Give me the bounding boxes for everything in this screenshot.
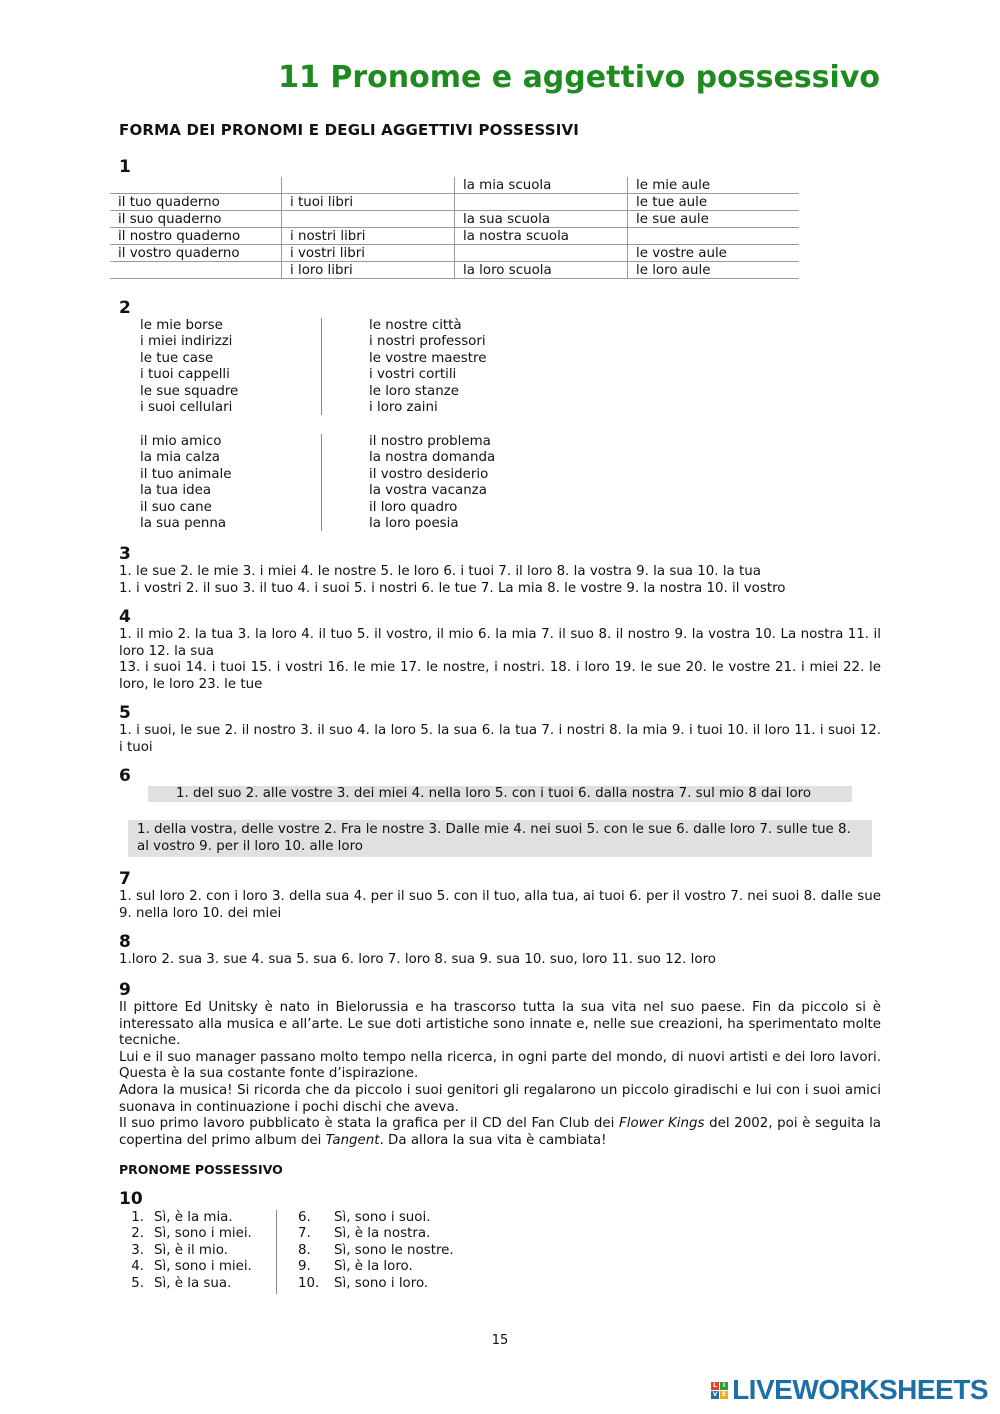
exercise-1-number: 1 [119,157,131,177]
exercise-9-number: 9 [119,980,131,1000]
table-cell: le loro aule [628,262,800,279]
list-item: i suoi cellulari [140,400,233,416]
list-item: 6. Sì, sono i suoi. [298,1210,431,1225]
table-cell: le tue aule [628,194,800,211]
list-item: i nostri professori [369,334,486,350]
table-row [110,211,799,228]
logo-icon [711,1382,728,1399]
exercise-3-number: 3 [119,544,131,564]
table-cell [455,194,628,211]
table-cell: i vostri libri [282,245,455,262]
list-item: le mie borse [140,318,223,333]
text-run: Il suo primo lavoro pubblicato è stata la grafica per il CD del Fan Club dei [119,1116,620,1132]
list-item: 3. Sì, è il mio. [131,1242,228,1258]
answer-line: 1. i vostri 2. il suo 3. il tuo 4. i suoi 5. i nostri 6. le tue 7. La mia 8. le vostre 9. la nostra 10. il vostro [119,580,786,596]
logo-tile: I [720,1382,728,1390]
exercise-10-number: 10 [119,1189,143,1209]
exercise-6-box-2: 1. della vostra, delle vostre 2. Fra le nostre 3. Dalle mie 4. nei suoi 5. con le sue 6. dalle loro 7. sulle tue 8. al vostro 9. per il loro 10. alle loro [128,820,872,857]
section-heading: FORMA DEI PRONOMI E DEGLI AGGETTIVI POSSESSIVI [119,121,580,139]
table-cell [110,262,282,279]
table-cell: le sue aule [628,211,800,228]
list-item: le loro stanze [369,383,459,399]
exercise-2-group1-right [369,318,486,416]
list-item: il loro quadro [369,499,458,515]
table-cell: i tuoi libri [282,194,455,211]
list-item: la sua penna [140,516,227,532]
list-item: il vostro desiderio [369,466,489,482]
exercise-6-box-1: 1. del suo 2. alle vostre 3. dei miei 4. nella loro 5. con i tuoi 6. dalla nostra 7. sul mio 8 dai loro [148,786,852,802]
table-cell: le mie aule [628,177,800,194]
answer-line: 1. le sue 2. le mie 3. i miei 4. le nostre 5. le loro 6. i tuoi 7. il loro 8. la vostra 9. la sua 10. la tua [119,564,761,579]
exercise-9-text [119,1000,881,1149]
logo-text: LIVEWORKSHEETS [732,1374,988,1405]
list-item: la tua idea [140,483,212,499]
logo-tile: L [711,1382,719,1390]
list-item: la nostra domanda [369,450,496,466]
list-item: 2. Sì, sono i miei. [131,1226,252,1242]
exercise-2-group1-left [140,318,238,416]
table-cell: la loro scuola [455,262,628,279]
paragraph [119,1116,881,1149]
list-item: le tue case [140,350,214,366]
table-cell [282,177,455,194]
logo-tile: E [722,1390,727,1398]
list-item: le nostre città [369,318,462,333]
page-number: 15 [491,1333,509,1348]
table-cell: la nostra scuola [455,228,628,245]
table-cell: la sua scuola [455,211,628,228]
list-item: le vostre maestre [369,350,487,366]
liveworksheets-logo[interactable] [711,1374,988,1406]
table-cell [455,245,628,262]
list-item: i vostri cortili [369,367,457,383]
exercise-5-answers: 1. i suoi, le sue 2. il nostro 3. il suo 4. la loro 5. la sua 6. la tua 7. i nostri 8. la mia 9. i tuoi 10. il loro 11. i suoi 12. i tuoi [119,723,881,755]
section-heading-2: PRONOME POSSESSIVO [119,1162,283,1177]
table-cell: il vostro quaderno [110,245,282,262]
paragraph: Adora la musica! Si ricorda che da piccolo i suoi genitori gli regalarono un piccolo giradischi e lui con i suoi amici suonava in continuazione i pochi dischi che aveva. [119,1082,881,1115]
exercise-2-group2-right [369,434,495,532]
list-item: il tuo animale [140,466,232,482]
table-row [110,262,799,279]
exercise-2-number: 2 [119,298,131,318]
column-divider [321,434,322,531]
column-divider [276,1210,277,1294]
list-item: la loro poesia [369,516,459,532]
list-item: 10. Sì, sono i loro. [298,1275,429,1291]
list-item: i miei indirizzi [140,334,233,350]
table-row [110,194,799,211]
table-cell: il nostro quaderno [110,228,282,245]
exercise-6-number: 6 [119,766,131,786]
exercise-10-right [298,1210,454,1292]
paragraph: Lui e il suo manager passano molto tempo nella ricerca, in ogni parte del mondo, di nuovi artisti e dei loro lavori. Questa è la sua costante fonte d’ispirazione. [119,1049,881,1082]
column-divider [321,318,322,415]
exercise-2-group2-left [140,434,232,532]
answer-paragraph: 1. il mio 2. la tua 3. la loro 4. il tuo 5. il vostro, il mio 6. la mia 7. il suo 8. il nostro 9. la vostra 10. La nostra 11. il loro 12. la sua [119,627,881,659]
answer-paragraph: 13. i suoi 14. i tuoi 15. i vostri 16. le mie 17. le nostre, i nostri. 18. i loro 19. le sue 20. le vostre 21. i miei 22. le loro, le loro 23. le tue [119,660,881,692]
list-item: la mia calza [140,450,220,466]
exercise-1-table [110,177,799,279]
exercise-4-answers [119,627,881,693]
exercise-7-answers: 1. sul loro 2. con i loro 3. della sua 4. per il suo 5. con il tuo, alla tua, ai tuoi 6. per il vostro 7. nei suoi 8. dalle sue 9. nella loro 10. dei miei [119,889,881,921]
list-item: la vostra vacanza [369,483,487,499]
list-item: il mio amico [140,434,222,449]
table-row [110,177,799,194]
table-cell: la mia scuola [455,177,628,194]
list-item: 8. Sì, sono le nostre. [298,1242,454,1258]
table-cell [628,228,800,245]
table-cell [110,177,282,194]
table-cell: i nostri libri [282,228,455,245]
list-item: 5. Sì, è la sua. [131,1275,232,1291]
list-item: le sue squadre [140,383,239,399]
exercise-8-answers: 1.loro 2. sua 3. sue 4. sua 5. sua 6. loro 7. loro 8. sua 9. sua 10. suo, loro 11. suo 12. loro [119,952,716,967]
list-item: 7. Sì, è la nostra. [298,1226,431,1242]
table-cell: le vostre aule [628,245,800,262]
list-item: il nostro problema [369,434,491,449]
list-item: 1. Sì, è la mia. [131,1210,233,1225]
exercise-7-number: 7 [119,869,131,889]
table-row [110,228,799,245]
list-item: i loro zaini [369,400,438,416]
list-item: 4. Sì, sono i miei. [131,1259,252,1275]
table-cell: il suo quaderno [110,211,282,228]
table-row [110,245,799,262]
list-item: il suo cane [140,499,212,515]
italic-title: Tangent [325,1132,380,1148]
table-cell: i loro libri [282,262,455,279]
exercise-4-number: 4 [119,607,131,627]
page-title: 11 Pronome e aggettivo possessivo [278,60,880,95]
italic-title: Flower Kings [619,1116,705,1132]
exercise-5-number: 5 [119,703,131,723]
table-cell [282,211,455,228]
list-item: i tuoi cappelli [140,367,230,383]
table-cell: il tuo quaderno [110,194,282,211]
exercise-3-answers [119,564,881,597]
exercise-8-number: 8 [119,932,131,952]
text-run: . Da allora la sua vita è cambiata! [379,1132,607,1148]
logo-tile: V [712,1390,718,1398]
exercise-10-left [120,1210,252,1292]
list-item: 9. Sì, è la loro. [298,1259,413,1275]
paragraph: Il pittore Ed Unitsky è nato in Bielorussia e ha trascorso tutta la sua vita nel suo paese. Fin da piccolo si è interessato alla musica e all’arte. Le sue doti artistiche sono innate e, nelle sue creazioni, ha sperimentato molte tecniche. [119,1000,881,1049]
text-run: del 2002, poi è seguita la copertina del primo album dei [119,1116,881,1148]
